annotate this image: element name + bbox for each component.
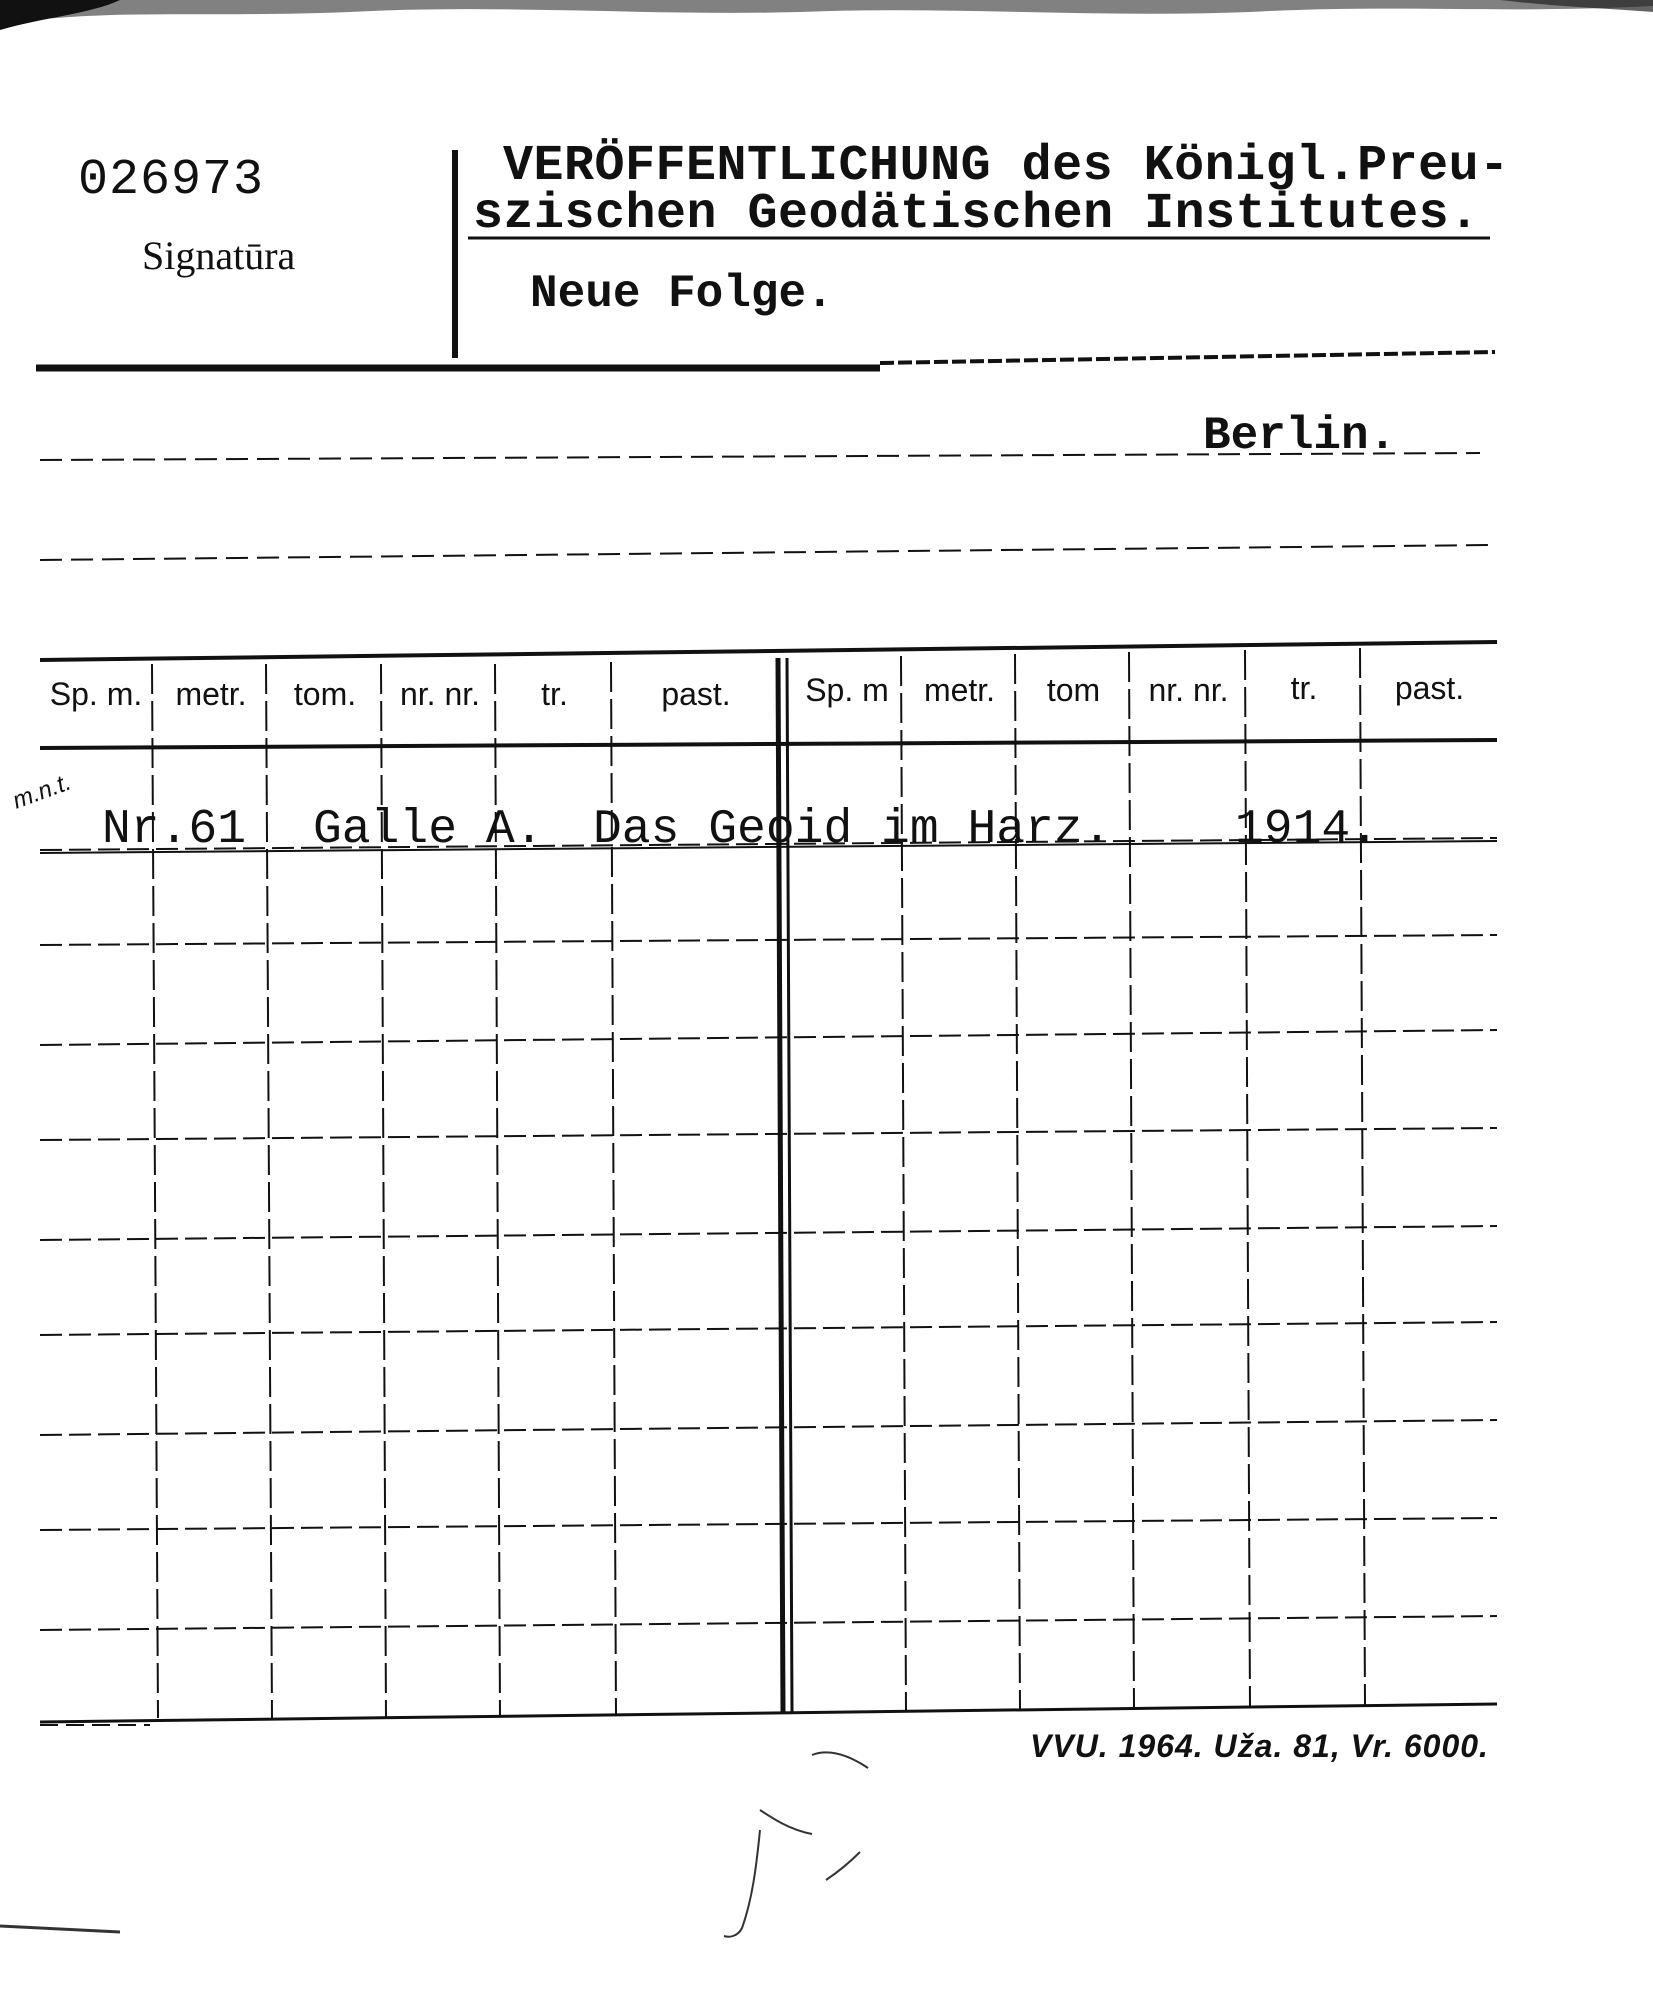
header-tr-left: tr. <box>541 676 568 712</box>
header-sp-m-right: Sp. m <box>805 672 889 708</box>
header-tom-right: tom <box>1046 672 1101 708</box>
header-past-right: past. <box>1394 670 1465 706</box>
header-sp-m-left: Sp. m. <box>49 676 143 712</box>
entry-number: Nr.61 <box>102 803 247 857</box>
footer-note: VVU. 1964. Uža. 81, Vr. 6000. <box>1030 1728 1489 1764</box>
title-line-1: VERÖFFENTLICHUNG des Königl.Preu- <box>503 138 1510 195</box>
header-past-left: past. <box>661 676 731 712</box>
series-label: Neue Folge. <box>530 268 834 320</box>
header-metr-right: metr. <box>923 672 996 708</box>
margin-note: m.n.t. <box>9 768 75 815</box>
header-tom-left: tom. <box>293 676 357 712</box>
entry-year: 1914. <box>1235 803 1380 857</box>
header-nr-nr-right: nr. nr. <box>1148 672 1229 708</box>
place-label: Berlin. <box>1203 410 1397 462</box>
entry-title: Das Geoid im Harz. <box>593 803 1112 857</box>
header-metr-left: metr. <box>175 676 247 712</box>
entry-author: Galle A. <box>313 803 544 857</box>
signature-number: 026973 <box>78 152 265 209</box>
signature-label: Signatūra <box>142 233 296 278</box>
title-line-2: szischen Geodätischen Institutes. <box>473 186 1480 243</box>
header-tr-right: tr. <box>1290 670 1318 706</box>
header-nr-nr-left: nr. nr. <box>399 676 481 712</box>
